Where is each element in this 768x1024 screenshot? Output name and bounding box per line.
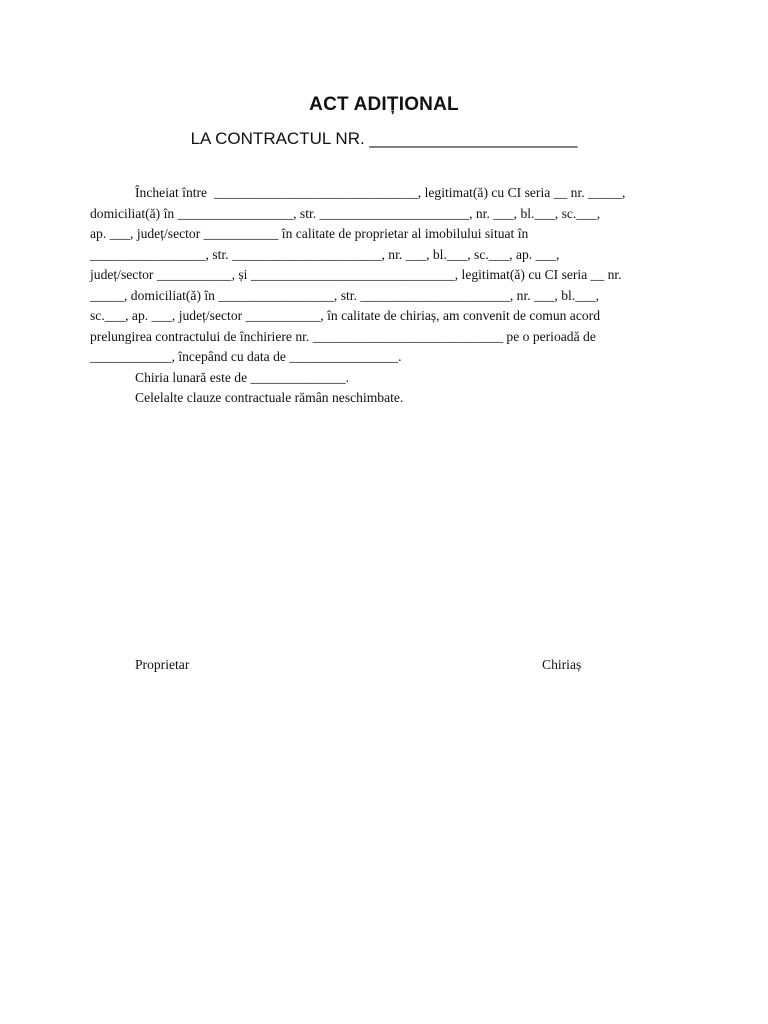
signature-tenant: Chiriaș <box>542 657 582 672</box>
body-line: județ/sector ___________, și ______________________________, legitimat(ă) cu CI seria __ nr. <box>90 267 622 282</box>
body-line: sc.___, ap. ___, județ/sector ___________, în calitate de chiriaș, am convenit de comun acord <box>90 308 600 323</box>
document-subtitle: LA CONTRACTUL NR. ______________________ <box>190 129 578 148</box>
body-line: domiciliat(ă) în _________________, str. ______________________, nr. ___, bl.___, sc.___, <box>90 206 601 221</box>
body-line: prelungirea contractului de închiriere nr. ____________________________ pe o perioadă de <box>90 329 596 344</box>
body-line: ____________, începând cu data de ________________. <box>90 349 402 364</box>
signature-owner: Proprietar <box>135 657 190 672</box>
body-line: _________________, str. ______________________, nr. ___, bl.___, sc.___, ap. ___, <box>90 247 560 262</box>
body-line-rent: Chiria lunară este de ______________. <box>135 370 350 385</box>
body-line: _____, domiciliat(ă) în _________________, str. ______________________, nr. ___, bl.___, <box>90 288 599 303</box>
body-line: Încheiat între ______________________________, legitimat(ă) cu CI seria __ nr. _____, <box>135 185 626 200</box>
body-line: ap. ___, județ/sector ___________ în calitate de proprietar al imobilului situat în <box>90 226 529 241</box>
document-title: ACT ADIȚIONAL <box>309 94 459 115</box>
body-line-other-clauses: Celelalte clauze contractuale rămân neschimbate. <box>135 390 404 405</box>
